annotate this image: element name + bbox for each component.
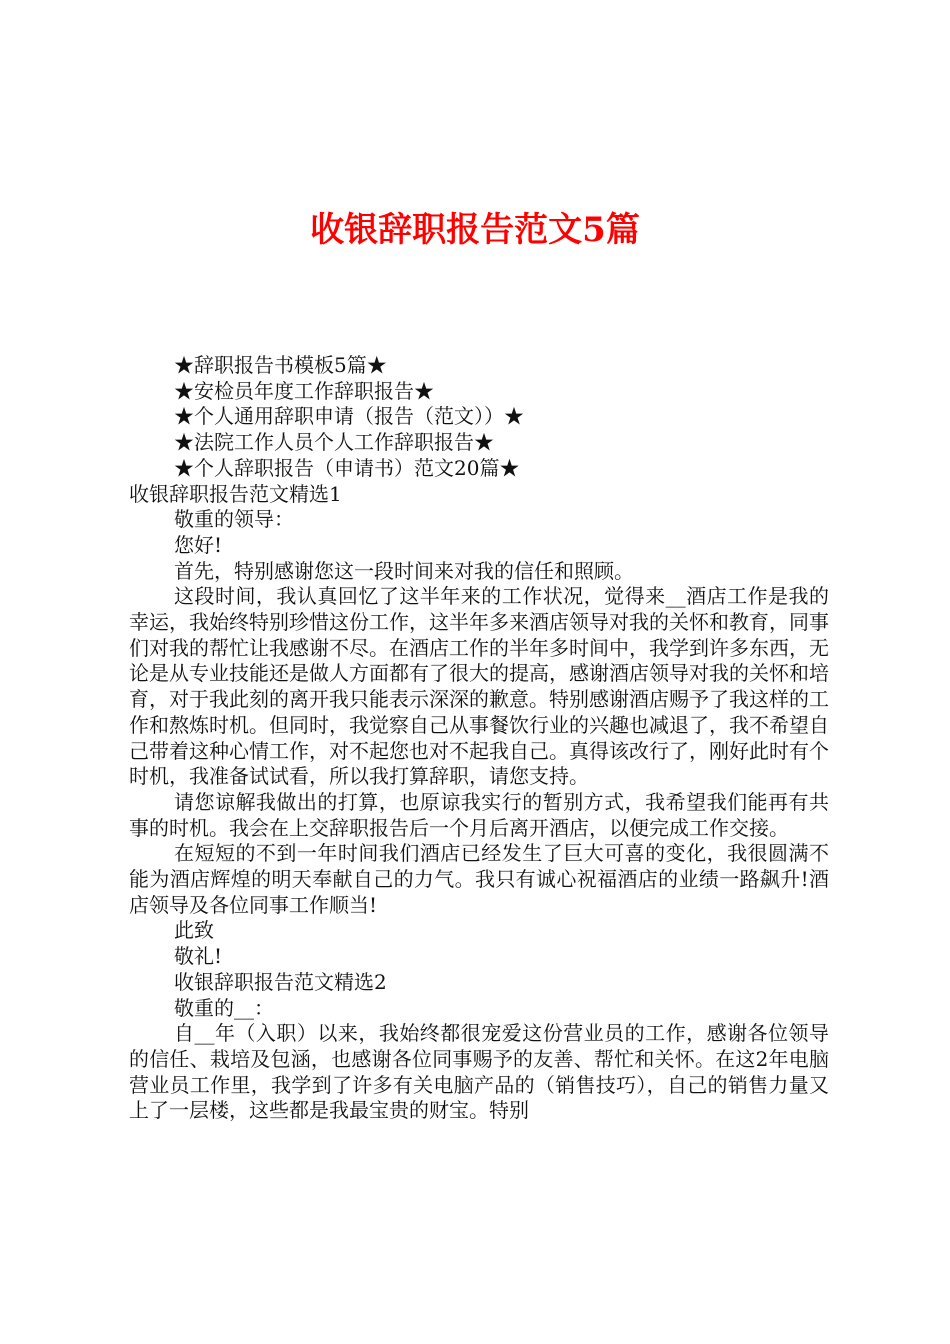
section-heading: 收银辞职报告范文精选2 [174,969,387,994]
related-link[interactable]: ★个人辞职报告（申请书）范文20篇★ [174,455,520,480]
body-paragraph: 在短短的不到一年时间我们酒店已经发生了巨大可喜的变化，我很圆满不能为酒店辉煌的明天奉献自己的力气。我只有诚心祝福酒店的业绩一路飙升!酒店领导及各位同事工作顺当! [129,841,829,917]
closing-line: 此致 [174,918,214,943]
body-paragraph: 自__年（入职）以来，我始终都很宠爱这份营业员的工作，感谢各位领导的信任、栽培及包涵，也感谢各位同事赐予的友善、帮忙和关怀。在这2年电脑营业员工作里，我学到了许多有关电脑产品的（销售技巧），自己的销售力量又上了一层楼，这些都是我最宝贵的财宝。特别 [129,1021,829,1123]
greeting: 您好! [174,532,223,557]
related-link[interactable]: ★个人通用辞职申请（报告（范文））★ [174,404,524,429]
body-paragraph: 这段时间，我认真回忆了这半年来的工作状况，觉得来__酒店工作是我的幸运，我始终特别珍惜这份工作，这半年多来酒店领导对我的关怀和教育，同事们对我的帮忙让我感谢不尽。在酒店工作的半年多时间中，我学到许多东西，无论是从专业技能还是做人方面都有了很大的提高，感谢酒店领导对我的关怀和培育，对于我此刻的离开我只能表示深深的歉意。特别感谢酒店赐予了我这样的工作和熬炼时机。但同时，我觉察自己从事餐饮行业的兴趣也减退了，我不希望自己带着这种心情工作，对不起您也对不起我自己。真得该改行了，刚好此时有个时机，我准备试试看，所以我打算辞职，请您支持。 [129,584,829,789]
body-paragraph: 首先，特别感谢您这一段时间来对我的信任和照顾。 [174,558,634,583]
closing-line: 敬礼! [174,944,223,969]
related-link[interactable]: ★安检员年度工作辞职报告★ [174,378,434,403]
section-heading: 收银辞职报告范文精选1 [129,481,342,506]
salutation: 敬重的__： [174,995,274,1020]
document-title: 收银辞职报告范文5篇 [310,210,640,250]
related-link[interactable]: ★辞职报告书模板5篇★ [174,353,387,377]
related-link[interactable]: ★法院工作人员个人工作辞职报告★ [174,430,494,455]
body-paragraph: 请您谅解我做出的打算，也原谅我实行的暂别方式，我希望我们能再有共事的时机。我会在上交辞职报告后一个月后离开酒店，以便完成工作交接。 [129,789,829,840]
document-body [129,353,829,1124]
salutation: 敬重的领导： [174,507,294,532]
